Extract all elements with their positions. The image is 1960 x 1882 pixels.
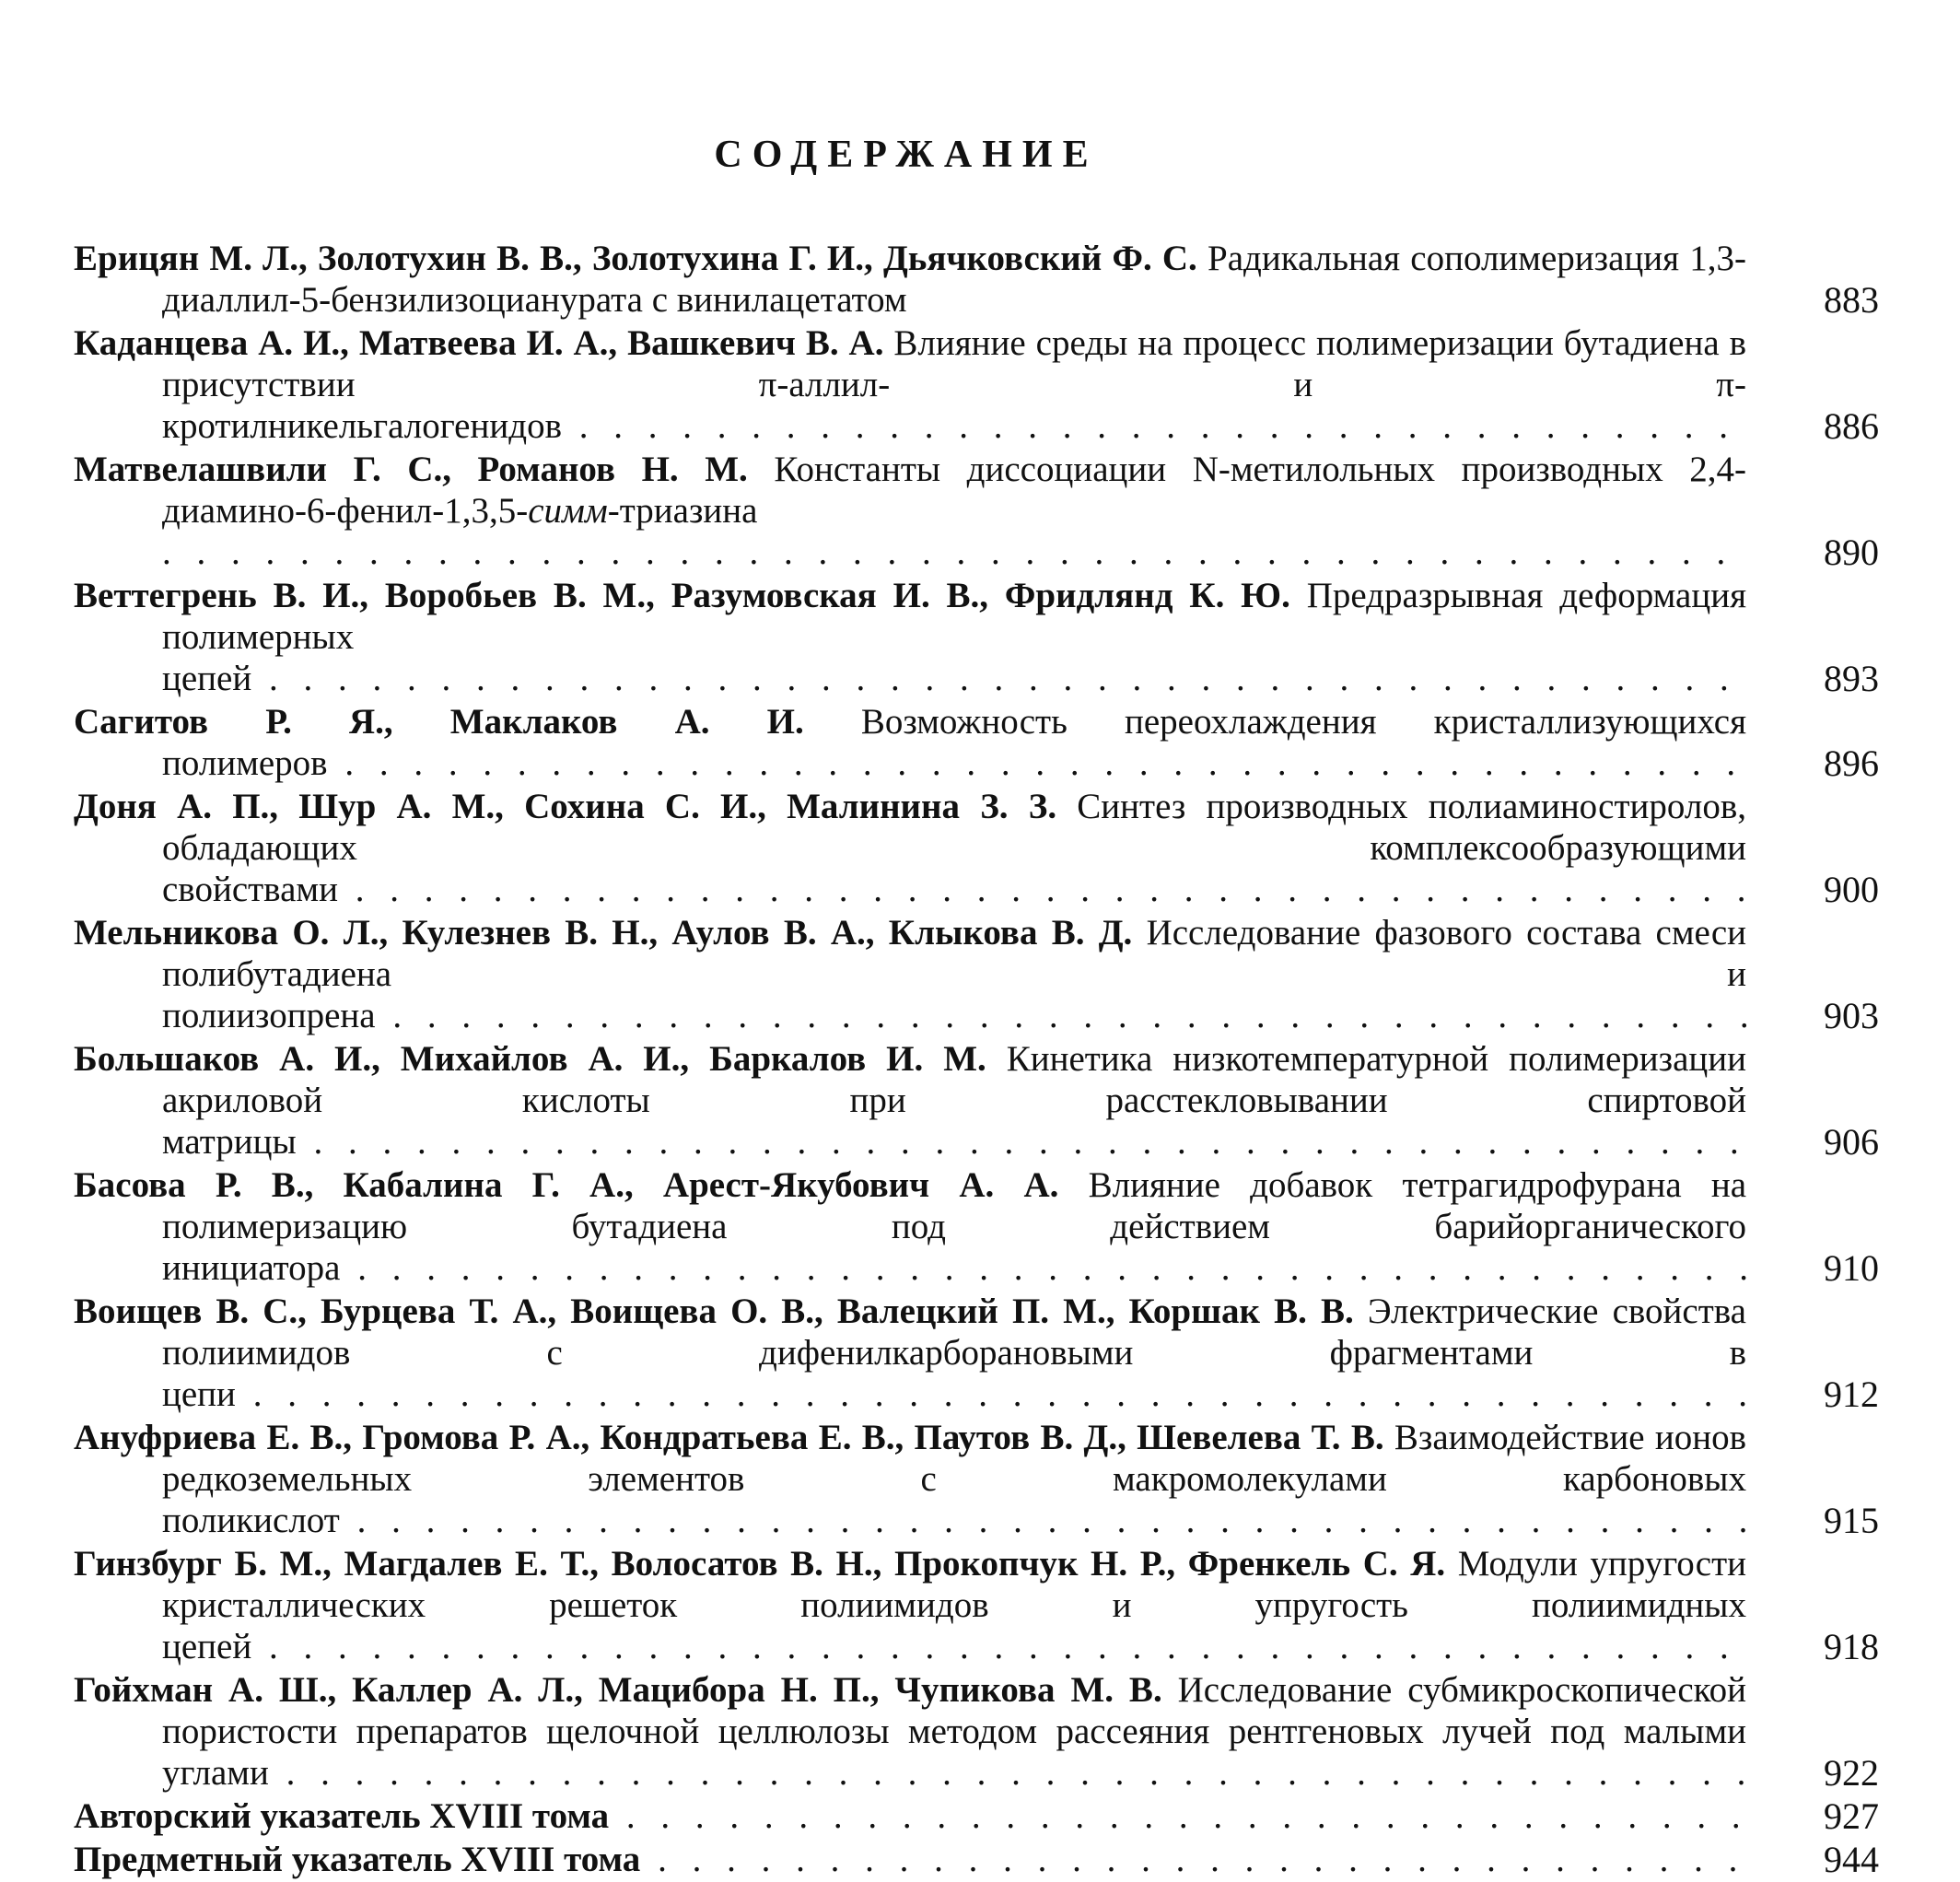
entry-authors: Сагитов Р. Я., Маклаков А. И.: [74, 702, 804, 742]
entry-page-number: 900: [1824, 869, 1879, 910]
page-title: СОДЕРЖАНИЕ: [714, 134, 1099, 176]
toc-entry: [74, 449, 1879, 573]
toc-entry: [74, 1038, 1879, 1163]
entry-text: [74, 1795, 1746, 1837]
entry-text: [74, 238, 1746, 321]
toc-entry: [74, 238, 1879, 321]
toc-entry: [74, 912, 1879, 1036]
entry-authors: Гинзбург Б. М., Магдалев Е. Т., Волосатов В. Н., Прокопчук Н. Р., Френкель С. Я.: [74, 1544, 1446, 1584]
entry-title: Синтез производных полиаминостиролов, обладающих комплексообразующими свойствами . . .: [162, 787, 1746, 909]
entry-authors: Веттегрень В. И., Воробьев В. М., Разумовская И. В., Фридлянд К. Ю.: [74, 576, 1290, 615]
entry-page-number: 927: [1824, 1795, 1879, 1837]
entry-page-number: 910: [1824, 1247, 1879, 1289]
entry-authors: Доня А. П., Шур А. М., Сохина С. И., Малинина З. З.: [74, 787, 1057, 826]
entry-title: Кинетика низкотемпературной полимеризации акриловой кислоты при расстекловывании спиртовой матрицы . . .: [162, 1039, 1746, 1162]
entry-authors: Каданцева А. И., Матвеева И. А., Вашкевич В. А.: [74, 323, 884, 363]
entry-page-number: 922: [1824, 1752, 1879, 1794]
entry-text: [74, 1417, 1746, 1541]
toc-entry: [74, 786, 1879, 910]
entry-text: [74, 701, 1746, 784]
toc-entry: [74, 322, 1879, 447]
entry-text: [74, 1543, 1746, 1667]
toc-entry: [74, 1543, 1879, 1667]
entry-authors: Гойхман А. Ш., Каллер А. Л., Мацибора Н. П., Чупикова М. В.: [74, 1670, 1162, 1710]
entry-page-number: 918: [1824, 1626, 1879, 1667]
index-entry: [74, 1795, 1879, 1837]
toc-entry: [74, 575, 1879, 699]
entry-title: Электрические свойства полиимидов с дифенилкарборановыми фрагментами в цепи . . .: [162, 1292, 1746, 1414]
entry-page-number: 944: [1824, 1839, 1879, 1880]
entry-title: Взаимодействие ионов редкоземельных элементов с макромолекулами карбоновых поликислот . . .: [162, 1418, 1746, 1540]
entry-text: [74, 786, 1746, 910]
table-of-contents: [74, 238, 1879, 1882]
entry-text: [74, 1164, 1746, 1289]
entry-page-number: 890: [1824, 532, 1879, 573]
entry-text: [74, 575, 1746, 699]
toc-entry: [74, 1669, 1879, 1794]
entry-page-number: 912: [1824, 1374, 1879, 1415]
index-entry: [74, 1839, 1879, 1880]
entry-page-number: 886: [1824, 405, 1879, 447]
entry-title: Влияние добавок тетрагидрофурана на полимеризацию бутадиена под действием барийорганического инициатора . . .: [162, 1165, 1746, 1288]
toc-entry: [74, 1291, 1879, 1415]
entry-title: Влияние среды на процесс полимеризации бутадиена в присутствии π-аллил- и π-кротилникельгалогенидов . . .: [162, 323, 1746, 446]
entry-title: Модули упругости кристаллических решеток полиимидов и упругость полиимидных цепей . . .: [162, 1544, 1746, 1666]
entry-page-number: 896: [1824, 742, 1879, 784]
entry-text: [74, 322, 1746, 447]
index-title: Авторский указатель XVIII тома . . .: [74, 1796, 1746, 1836]
entry-authors: Басова Р. В., Кабалина Г. А., Арест-Якубович А. А.: [74, 1165, 1059, 1205]
entry-authors: Воищев В. С., Бурцева Т. А., Воищева О. В., Валецкий П. М., Коршак В. В.: [74, 1292, 1354, 1331]
entry-text: [74, 1669, 1746, 1794]
toc-entry: [74, 1164, 1879, 1289]
entry-text: [74, 912, 1746, 1036]
index-title: Предметный указатель XVIII тома . . .: [74, 1840, 1746, 1879]
entry-authors: Матвелашвили Г. С., Романов Н. М.: [74, 450, 748, 489]
entry-page-number: 906: [1824, 1121, 1879, 1163]
entry-title: Предразрывная деформация полимерных цепей . . .: [162, 576, 1746, 698]
entry-page-number: 903: [1824, 995, 1879, 1036]
entry-text: [74, 1839, 1746, 1880]
entry-authors: Большаков А. И., Михайлов А. И., Баркалов И. М.: [74, 1039, 986, 1079]
entry-page-number: 883: [1824, 279, 1879, 321]
entry-title: Радикальная сополимеризация 1,3-диаллил-5-бензилизоцианурата с винилацетатом: [162, 239, 1746, 320]
entry-authors: Ерицян М. Л., Золотухин В. В., Золотухина Г. И., Дьячковский Ф. С.: [74, 239, 1197, 278]
toc-entry: [74, 701, 1879, 784]
toc-entry: [74, 1417, 1879, 1541]
entry-authors: Мельникова О. Л., Кулезнев В. Н., Аулов В. А., Клыкова В. Д.: [74, 913, 1133, 953]
entry-text: [74, 449, 1746, 573]
entry-title: Исследование фазового состава смеси полибутадиена и полиизопрена . . .: [162, 913, 1746, 1035]
entry-title-part: Константы диссоциации N-метилольных производных 2,4-диамино-6-фенил-1,3,5-: [162, 450, 1746, 531]
entry-text: [74, 1038, 1746, 1163]
entry-title-italic: симм: [528, 491, 608, 531]
entry-text: [74, 1291, 1746, 1415]
entry-title: Исследование субмикроскопической пористости препаратов щелочной целлюлозы методом рассеяния рентгеновых лучей под малыми углами . . .: [162, 1670, 1746, 1793]
entry-page-number: 893: [1824, 658, 1879, 699]
entry-title-part: -триазина: [607, 491, 758, 531]
entry-title: Возможность переохлаждения кристаллизующихся полимеров . . .: [162, 702, 1746, 783]
entry-authors: Ануфриева Е. В., Громова Р. А., Кондратьева Е. В., Паутов В. Д., Шевелева Т. В.: [74, 1418, 1384, 1457]
entry-page-number: 915: [1824, 1500, 1879, 1541]
